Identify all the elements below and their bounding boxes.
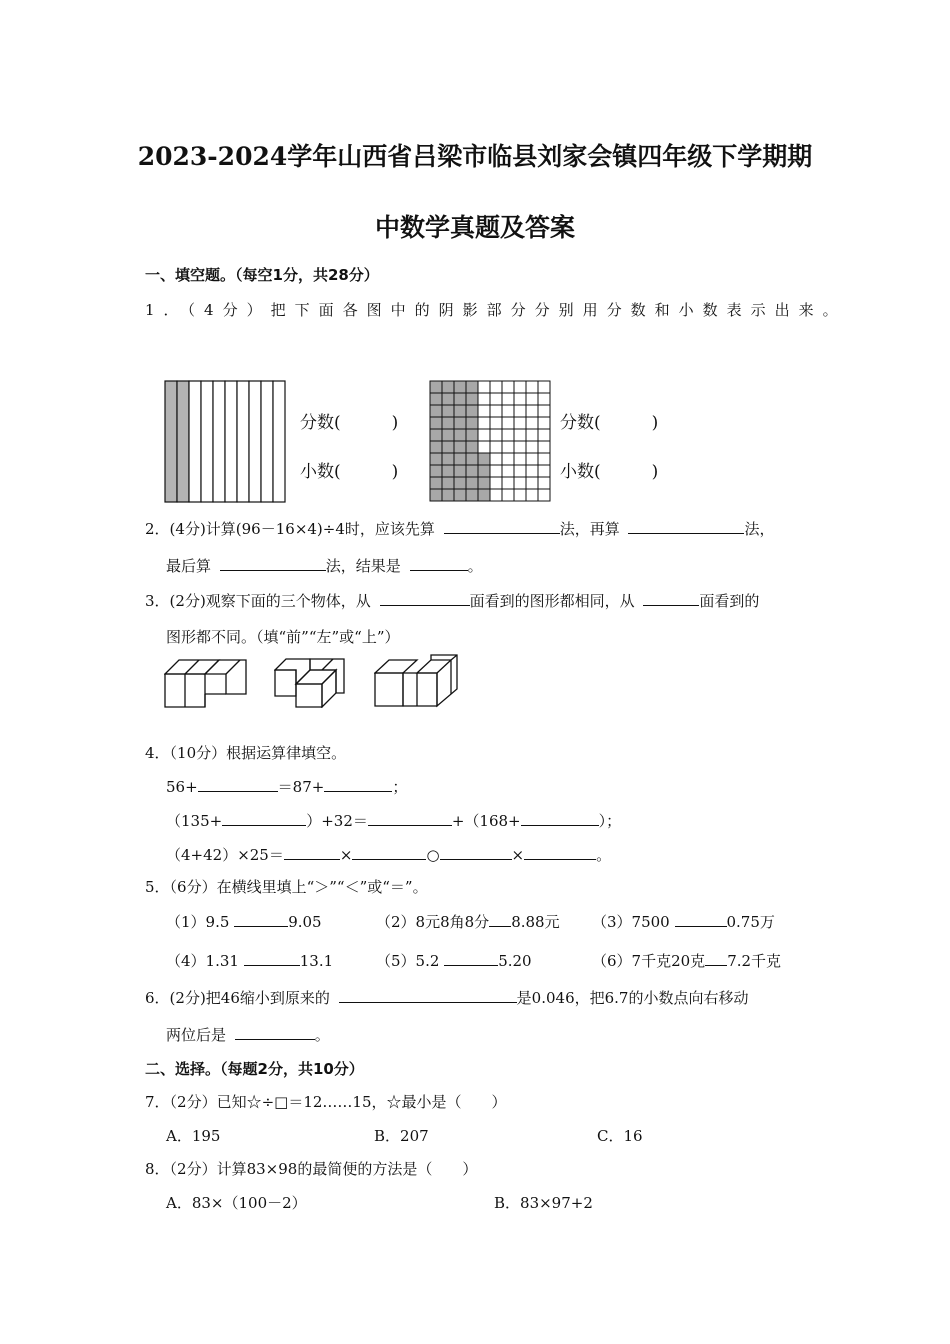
- q4-blank-2[interactable]: [324, 777, 392, 792]
- grid-cell: [514, 405, 526, 417]
- q3-line-1: [145, 590, 759, 611]
- grid-cell: [466, 465, 478, 477]
- q4-l3-b: ×: [339, 846, 353, 864]
- q5-blank-1[interactable]: [234, 912, 288, 927]
- column-cell: [249, 381, 261, 502]
- grid-cell: [502, 465, 514, 477]
- grid-cell: [442, 441, 454, 453]
- q6-blank-1[interactable]: [339, 988, 517, 1003]
- grid-cell: [442, 381, 454, 393]
- grid-cell: [526, 441, 538, 453]
- column-cell: [213, 381, 225, 502]
- grid-cell: [466, 381, 478, 393]
- q3-part-b: 面看到的图形都相同，从: [469, 592, 635, 610]
- q5-item-5: [376, 950, 532, 971]
- grid-cell: [538, 429, 550, 441]
- q8-text: 8．（2分）计算83×98的最简便的方法是（ ）: [145, 1160, 478, 1178]
- q4-line-3: [166, 844, 611, 865]
- q2-part-d: 最后算: [166, 557, 212, 575]
- column-cell: [177, 381, 189, 502]
- grid-cell: [466, 393, 478, 405]
- q4-l1-a: 56+: [166, 778, 198, 796]
- q6-blank-2[interactable]: [235, 1025, 315, 1040]
- q8-option-b[interactable]: B．83×97+2: [494, 1194, 593, 1212]
- grid-cell: [502, 417, 514, 429]
- q5-i5-a: （5）5.2: [376, 952, 440, 970]
- grid-cell: [454, 477, 466, 489]
- q5-blank-5[interactable]: [444, 951, 498, 966]
- grid-cell: [502, 429, 514, 441]
- q5-i6-b: 7.2千克: [727, 952, 782, 970]
- grid-cell: [442, 465, 454, 477]
- grid-cell: [502, 489, 514, 501]
- q2-part-a: 2．(4分)计算(96－16×4)÷4时，应该先算: [145, 520, 435, 538]
- grid-cell: [442, 405, 454, 417]
- grid-cell: [478, 381, 490, 393]
- q4-l2-d: ）；: [598, 812, 622, 830]
- q1-figure-columns: [164, 380, 286, 503]
- grid-cell: [442, 477, 454, 489]
- q4-l3-a: （4+42）×25＝: [166, 846, 284, 864]
- grid-cell: [466, 417, 478, 429]
- q6-part-b: 是0.046，把6.7的小数点向右移动: [516, 989, 749, 1007]
- grid-cell: [490, 477, 502, 489]
- column-cell: [273, 381, 285, 502]
- grid-cell: [478, 489, 490, 501]
- q2-line-1: [145, 518, 775, 539]
- grid-cell: [526, 393, 538, 405]
- q4-blank-9[interactable]: [524, 845, 596, 860]
- grid-cell: [526, 477, 538, 489]
- q6-line-2: [166, 1024, 330, 1045]
- grid-cell: [442, 393, 454, 405]
- grid-cell: [454, 417, 466, 429]
- grid-cell: [478, 477, 490, 489]
- column-cell: [165, 381, 177, 502]
- grid-cell: [478, 393, 490, 405]
- q4-l1-b: ＝87+: [277, 778, 325, 796]
- q2-blank-4[interactable]: [410, 556, 468, 571]
- q4-l3-d: ×: [511, 846, 525, 864]
- grid-cell: [466, 429, 478, 441]
- q1-fig-b-fraction: 分数( ): [560, 413, 659, 433]
- grid-cell: [514, 393, 526, 405]
- q2-blank-2[interactable]: [628, 519, 744, 534]
- grid-cell: [466, 453, 478, 465]
- grid-cell: [526, 489, 538, 501]
- grid-cell: [466, 489, 478, 501]
- grid-cell: [514, 429, 526, 441]
- grid-cell: [454, 465, 466, 477]
- q4-line-2: [166, 810, 621, 831]
- grid-cell: [502, 381, 514, 393]
- grid-cell: [430, 417, 442, 429]
- q4-blank-8[interactable]: [440, 845, 512, 860]
- grid-cell: [478, 405, 490, 417]
- grid-cell: [466, 405, 478, 417]
- grid-cell: [526, 381, 538, 393]
- q4-blank-7[interactable]: [352, 845, 426, 860]
- q6-line-1: [145, 987, 748, 1008]
- q5-i4-a: （4）1.31: [166, 952, 239, 970]
- grid-cell: [514, 441, 526, 453]
- grid-cell: [430, 393, 442, 405]
- grid-cell: [454, 441, 466, 453]
- q6-part-a: 6．(2分)把46缩小到原来的: [145, 989, 330, 1007]
- q5-blank-6[interactable]: [705, 951, 727, 966]
- q4-l2-b: ）+32＝: [306, 812, 368, 830]
- grid-cell: [454, 393, 466, 405]
- section-2-heading: 二、选择。（每题2分，共10分）: [145, 1060, 364, 1078]
- q8-option-a[interactable]: A．83×（100－2）: [166, 1194, 307, 1212]
- q5-i5-b: 5.20: [498, 952, 532, 970]
- grid-cell: [538, 393, 550, 405]
- q5-blank-4[interactable]: [244, 951, 300, 966]
- q5-text: 5．（6分）在横线里填上“＞”“＜”或“＝”。: [145, 878, 428, 896]
- q5-i2-b: 8.88元: [511, 913, 560, 931]
- grid-cell: [478, 441, 490, 453]
- grid-cell: [442, 489, 454, 501]
- grid-cell: [502, 477, 514, 489]
- grid-cell: [526, 405, 538, 417]
- q2-part-c: 法，: [744, 520, 775, 538]
- grid-cell: [514, 489, 526, 501]
- grid-cell: [490, 381, 502, 393]
- grid-cell: [430, 381, 442, 393]
- grid-cell: [454, 381, 466, 393]
- grid-cell: [430, 465, 442, 477]
- q3-object-3: [374, 654, 460, 708]
- q3-part-a: 3．(2分)观察下面的三个物体，从: [145, 592, 371, 610]
- q3-object-2: [274, 656, 346, 708]
- grid-cell: [490, 405, 502, 417]
- q3-part-c: 面看到的: [699, 592, 760, 610]
- q7-option-a[interactable]: A．195: [166, 1127, 221, 1145]
- grid-cell: [430, 489, 442, 501]
- grid-cell: [538, 405, 550, 417]
- q2-part-b: 法，再算: [559, 520, 620, 538]
- q5-i3-b: 0.75万: [726, 913, 775, 931]
- q5-item-4: [166, 950, 333, 971]
- grid-cell: [490, 465, 502, 477]
- column-cell: [189, 381, 201, 502]
- grid-cell: [454, 429, 466, 441]
- title-line-2: 中数学真题及答案: [374, 213, 575, 242]
- q5-item-2: [376, 911, 560, 932]
- grid-cell: [526, 465, 538, 477]
- grid-cell: [538, 465, 550, 477]
- q5-blank-2[interactable]: [489, 912, 511, 927]
- q3-line-2: 图形都不同。（填“前”“左”或“上”）: [166, 628, 400, 646]
- grid-cell: [478, 429, 490, 441]
- q3-object-1: [164, 656, 248, 708]
- q4-blank-1[interactable]: [198, 777, 278, 792]
- grid-cell: [478, 465, 490, 477]
- q5-i2-a: （2）8元8角8分: [376, 913, 490, 931]
- q7-text: 7．（2分）已知☆÷□＝12……15，☆最小是（ ）: [145, 1093, 507, 1111]
- grid-cell: [502, 393, 514, 405]
- grid-cell: [454, 453, 466, 465]
- grid-cell: [442, 429, 454, 441]
- q2-part-e: 法，结果是: [325, 557, 401, 575]
- q2-blank-3[interactable]: [220, 556, 326, 571]
- grid-cell: [442, 417, 454, 429]
- grid-cell: [526, 417, 538, 429]
- q5-item-1: [166, 911, 322, 932]
- grid-cell: [430, 405, 442, 417]
- grid-cell: [514, 417, 526, 429]
- grid-cell: [490, 489, 502, 501]
- column-cell: [225, 381, 237, 502]
- q4-l2-c: +（168+: [451, 812, 521, 830]
- grid-cell: [490, 417, 502, 429]
- grid-cell: [502, 441, 514, 453]
- grid-cell: [430, 453, 442, 465]
- q4-l2-a: （135+: [166, 812, 223, 830]
- grid-cell: [442, 453, 454, 465]
- grid-cell: [454, 405, 466, 417]
- q5-i3-a: （3）7500: [592, 913, 670, 931]
- q5-i4-b: 13.1: [299, 952, 334, 970]
- grid-cell: [538, 381, 550, 393]
- q4-blank-6[interactable]: [284, 845, 340, 860]
- q1-fig-b-decimal: 小数( ): [560, 462, 659, 482]
- grid-cell: [538, 453, 550, 465]
- q3-blank-1[interactable]: [380, 591, 470, 606]
- q5-item-6: [592, 950, 781, 971]
- grid-cell: [430, 441, 442, 453]
- grid-cell: [466, 477, 478, 489]
- q1-fig-a-decimal: 小数( ): [300, 462, 399, 482]
- q6-part-d: 。: [314, 1026, 330, 1044]
- grid-cell: [490, 453, 502, 465]
- grid-cell: [514, 381, 526, 393]
- q4-blank-3[interactable]: [222, 811, 306, 826]
- q7-option-c[interactable]: C．16: [597, 1127, 643, 1145]
- q1-text: 1．（4分）把下面各图中的阴影部分分别用分数和小数表示出来。: [145, 301, 847, 319]
- q5-i6-a: （6）7千克20克: [592, 952, 706, 970]
- column-cell: [261, 381, 273, 502]
- q2-part-f: 。: [467, 557, 483, 575]
- grid-cell: [538, 417, 550, 429]
- q3-blank-2[interactable]: [643, 591, 699, 606]
- section-1-heading: 一、填空题。（每空1分，共28分）: [145, 266, 379, 284]
- q4-blank-5[interactable]: [521, 811, 599, 826]
- q4-text: 4．（10分）根据运算律填空。: [145, 744, 347, 762]
- q4-l3-e: 。: [596, 846, 612, 864]
- grid-cell: [490, 393, 502, 405]
- q1-fig-a-fraction: 分数( ): [300, 413, 399, 433]
- q4-line-1: [166, 776, 407, 797]
- grid-cell: [502, 453, 514, 465]
- q2-line-2: [166, 555, 483, 576]
- column-cell: [201, 381, 213, 502]
- q7-option-b[interactable]: B．207: [374, 1127, 429, 1145]
- grid-cell: [538, 477, 550, 489]
- q5-i1-b: 9.05: [288, 913, 322, 931]
- grid-cell: [538, 441, 550, 453]
- grid-cell: [514, 477, 526, 489]
- grid-cell: [502, 405, 514, 417]
- title-line-1: 2023-2024学年山西省吕梁市临县刘家会镇四年级下学期期: [137, 142, 813, 171]
- q2-blank-1[interactable]: [444, 519, 560, 534]
- q4-l1-c: ；: [392, 778, 408, 796]
- grid-cell: [466, 441, 478, 453]
- grid-cell: [526, 453, 538, 465]
- grid-cell: [478, 453, 490, 465]
- grid-cell: [454, 489, 466, 501]
- grid-cell: [430, 429, 442, 441]
- q1-figure-grid: [429, 380, 551, 503]
- column-cell: [237, 381, 249, 502]
- grid-cell: [490, 429, 502, 441]
- q4-l3-c: ○: [426, 846, 440, 864]
- grid-cell: [538, 489, 550, 501]
- grid-cell: [514, 453, 526, 465]
- q4-blank-4[interactable]: [368, 811, 452, 826]
- q5-blank-3[interactable]: [675, 912, 727, 927]
- q6-part-c: 两位后是: [166, 1026, 227, 1044]
- grid-cell: [430, 477, 442, 489]
- grid-cell: [526, 429, 538, 441]
- grid-cell: [478, 417, 490, 429]
- q5-i1-a: （1）9.5: [166, 913, 230, 931]
- grid-cell: [514, 465, 526, 477]
- grid-cell: [490, 441, 502, 453]
- q5-item-3: [592, 911, 775, 932]
